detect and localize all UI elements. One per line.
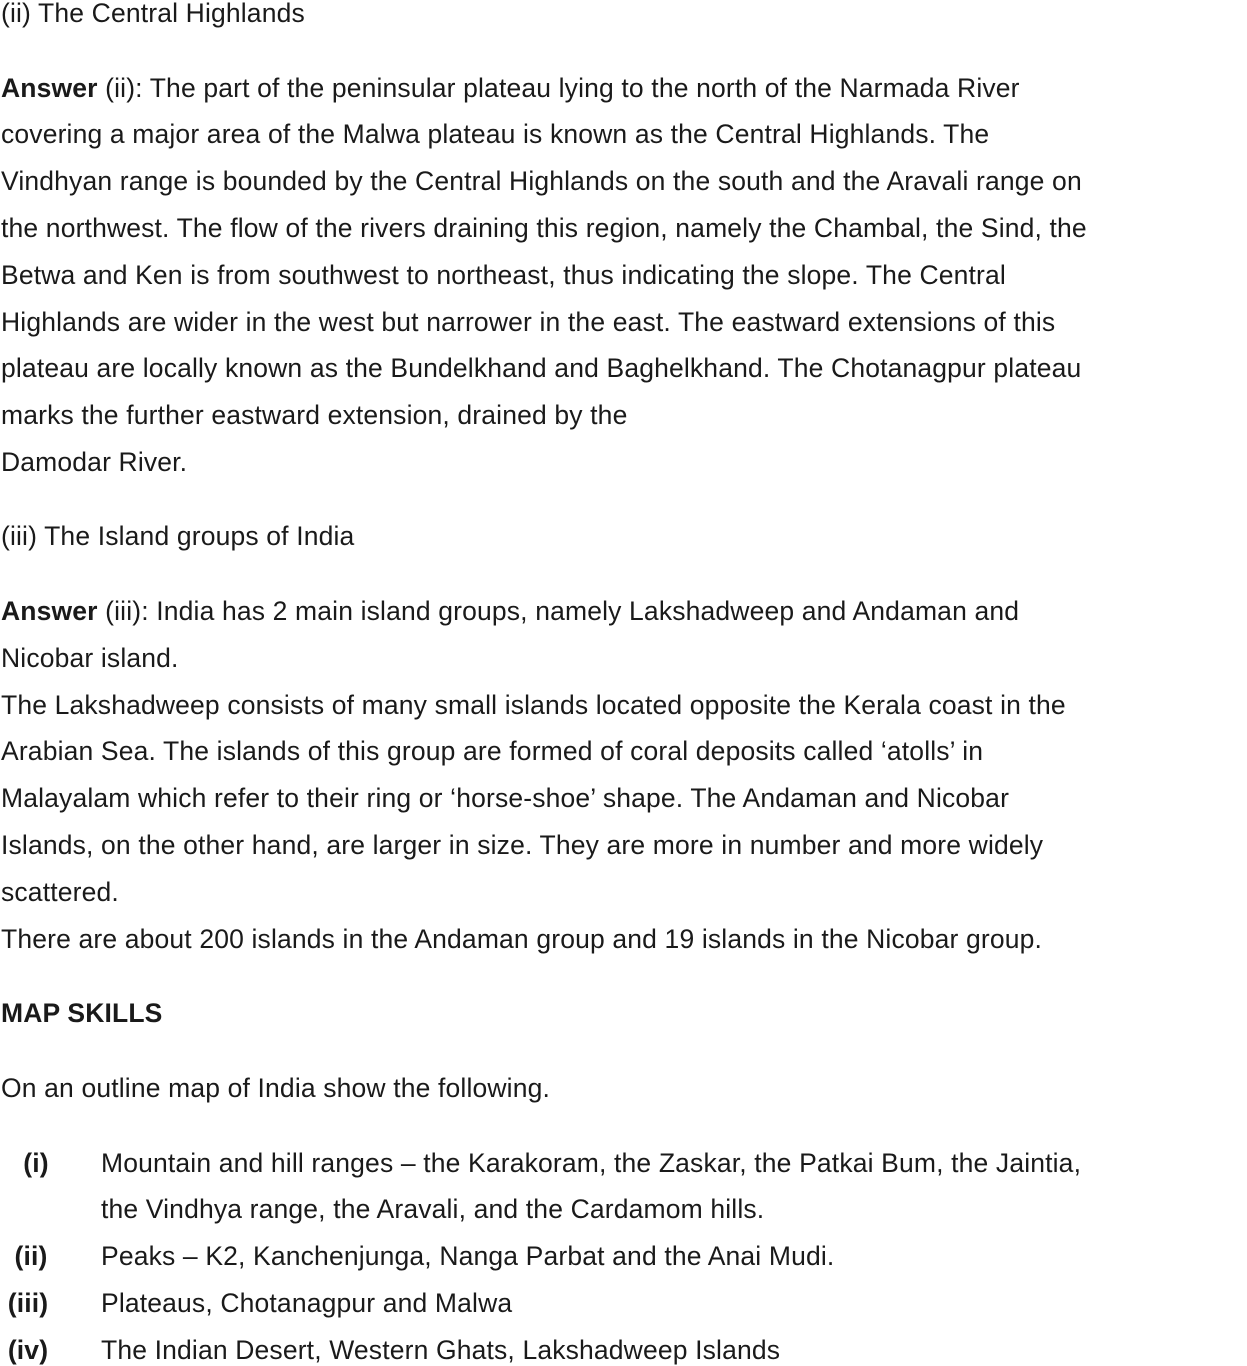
- map-skills-intro: On an outline map of India show the following.: [1, 1073, 551, 1103]
- list-item-text: the Vindhya range, the Aravali, and the Cardamom hills.: [101, 1194, 765, 1224]
- section-ii-line: Betwa and Ken is from southwest to northeast, thus indicating the slope. The Central: [1, 260, 1006, 290]
- section-ii-line: Vindhyan range is bounded by the Central Highlands on the south and the Aravali range on: [1, 166, 1082, 196]
- answer-label: Answer: [1, 596, 98, 626]
- section-iii-line: Malayalam which refer to their ring or ‘horse-shoe’ shape. The Andaman and Nicobar: [1, 783, 1010, 813]
- section-ii-answer-first-line: [1, 73, 1020, 103]
- section-iii-line: Islands, on the other hand, are larger in size. They are more in number and more widely: [1, 830, 1044, 860]
- list-item-text: Peaks – K2, Kanchenjunga, Nanga Parbat and the Anai Mudi.: [101, 1241, 835, 1271]
- section-ii-heading: (ii) The Central Highlands: [1, 0, 305, 28]
- list-item-number: (i): [23, 1148, 49, 1178]
- section-iii-line: There are about 200 islands in the Andaman group and 19 islands in the Nicobar group.: [1, 924, 1043, 954]
- section-ii-line: plateau are locally known as the Bundelkhand and Baghelkhand. The Chotanagpur plateau: [1, 353, 1082, 383]
- section-ii-line: marks the further eastward extension, drained by the: [1, 400, 628, 430]
- section-iii-line: Nicobar island.: [1, 643, 179, 673]
- list-item-text: The Indian Desert, Western Ghats, Lakshadweep Islands: [101, 1335, 781, 1365]
- answer-label: Answer: [1, 73, 98, 103]
- section-ii-line: Damodar River.: [1, 447, 188, 477]
- section-iii-line: Arabian Sea. The islands of this group are formed of coral deposits called ‘atolls’ in: [1, 736, 984, 766]
- section-iii-line: The Lakshadweep consists of many small islands located opposite the Kerala coast in the: [1, 690, 1066, 720]
- list-item-number: (iii): [7, 1288, 49, 1318]
- list-item-number: (iv): [7, 1335, 49, 1365]
- answer-text: (ii): The part of the peninsular plateau lying to the north of the Narmada River: [97, 73, 1020, 103]
- section-iii-answer-first-line: [1, 596, 1019, 626]
- section-ii-line: Highlands are wider in the west but narrower in the east. The eastward extensions of this: [1, 307, 1056, 337]
- answer-text: (iii): India has 2 main island groups, namely Lakshadweep and Andaman and: [97, 596, 1020, 626]
- list-item-text: Plateaus, Chotanagpur and Malwa: [101, 1288, 513, 1318]
- section-iii-heading: (iii) The Island groups of India: [1, 521, 355, 551]
- map-skills-heading: MAP SKILLS: [1, 998, 163, 1028]
- section-ii-line: covering a major area of the Malwa plateau is known as the Central Highlands. The: [1, 119, 990, 149]
- section-ii-line: the northwest. The flow of the rivers draining this region, namely the Chambal, the Sind, the: [1, 213, 1087, 243]
- list-item-number: (ii): [14, 1241, 48, 1271]
- section-iii-line: scattered.: [1, 877, 119, 907]
- list-item-text: Mountain and hill ranges – the Karakoram, the Zaskar, the Patkai Bum, the Jaintia,: [101, 1148, 1082, 1178]
